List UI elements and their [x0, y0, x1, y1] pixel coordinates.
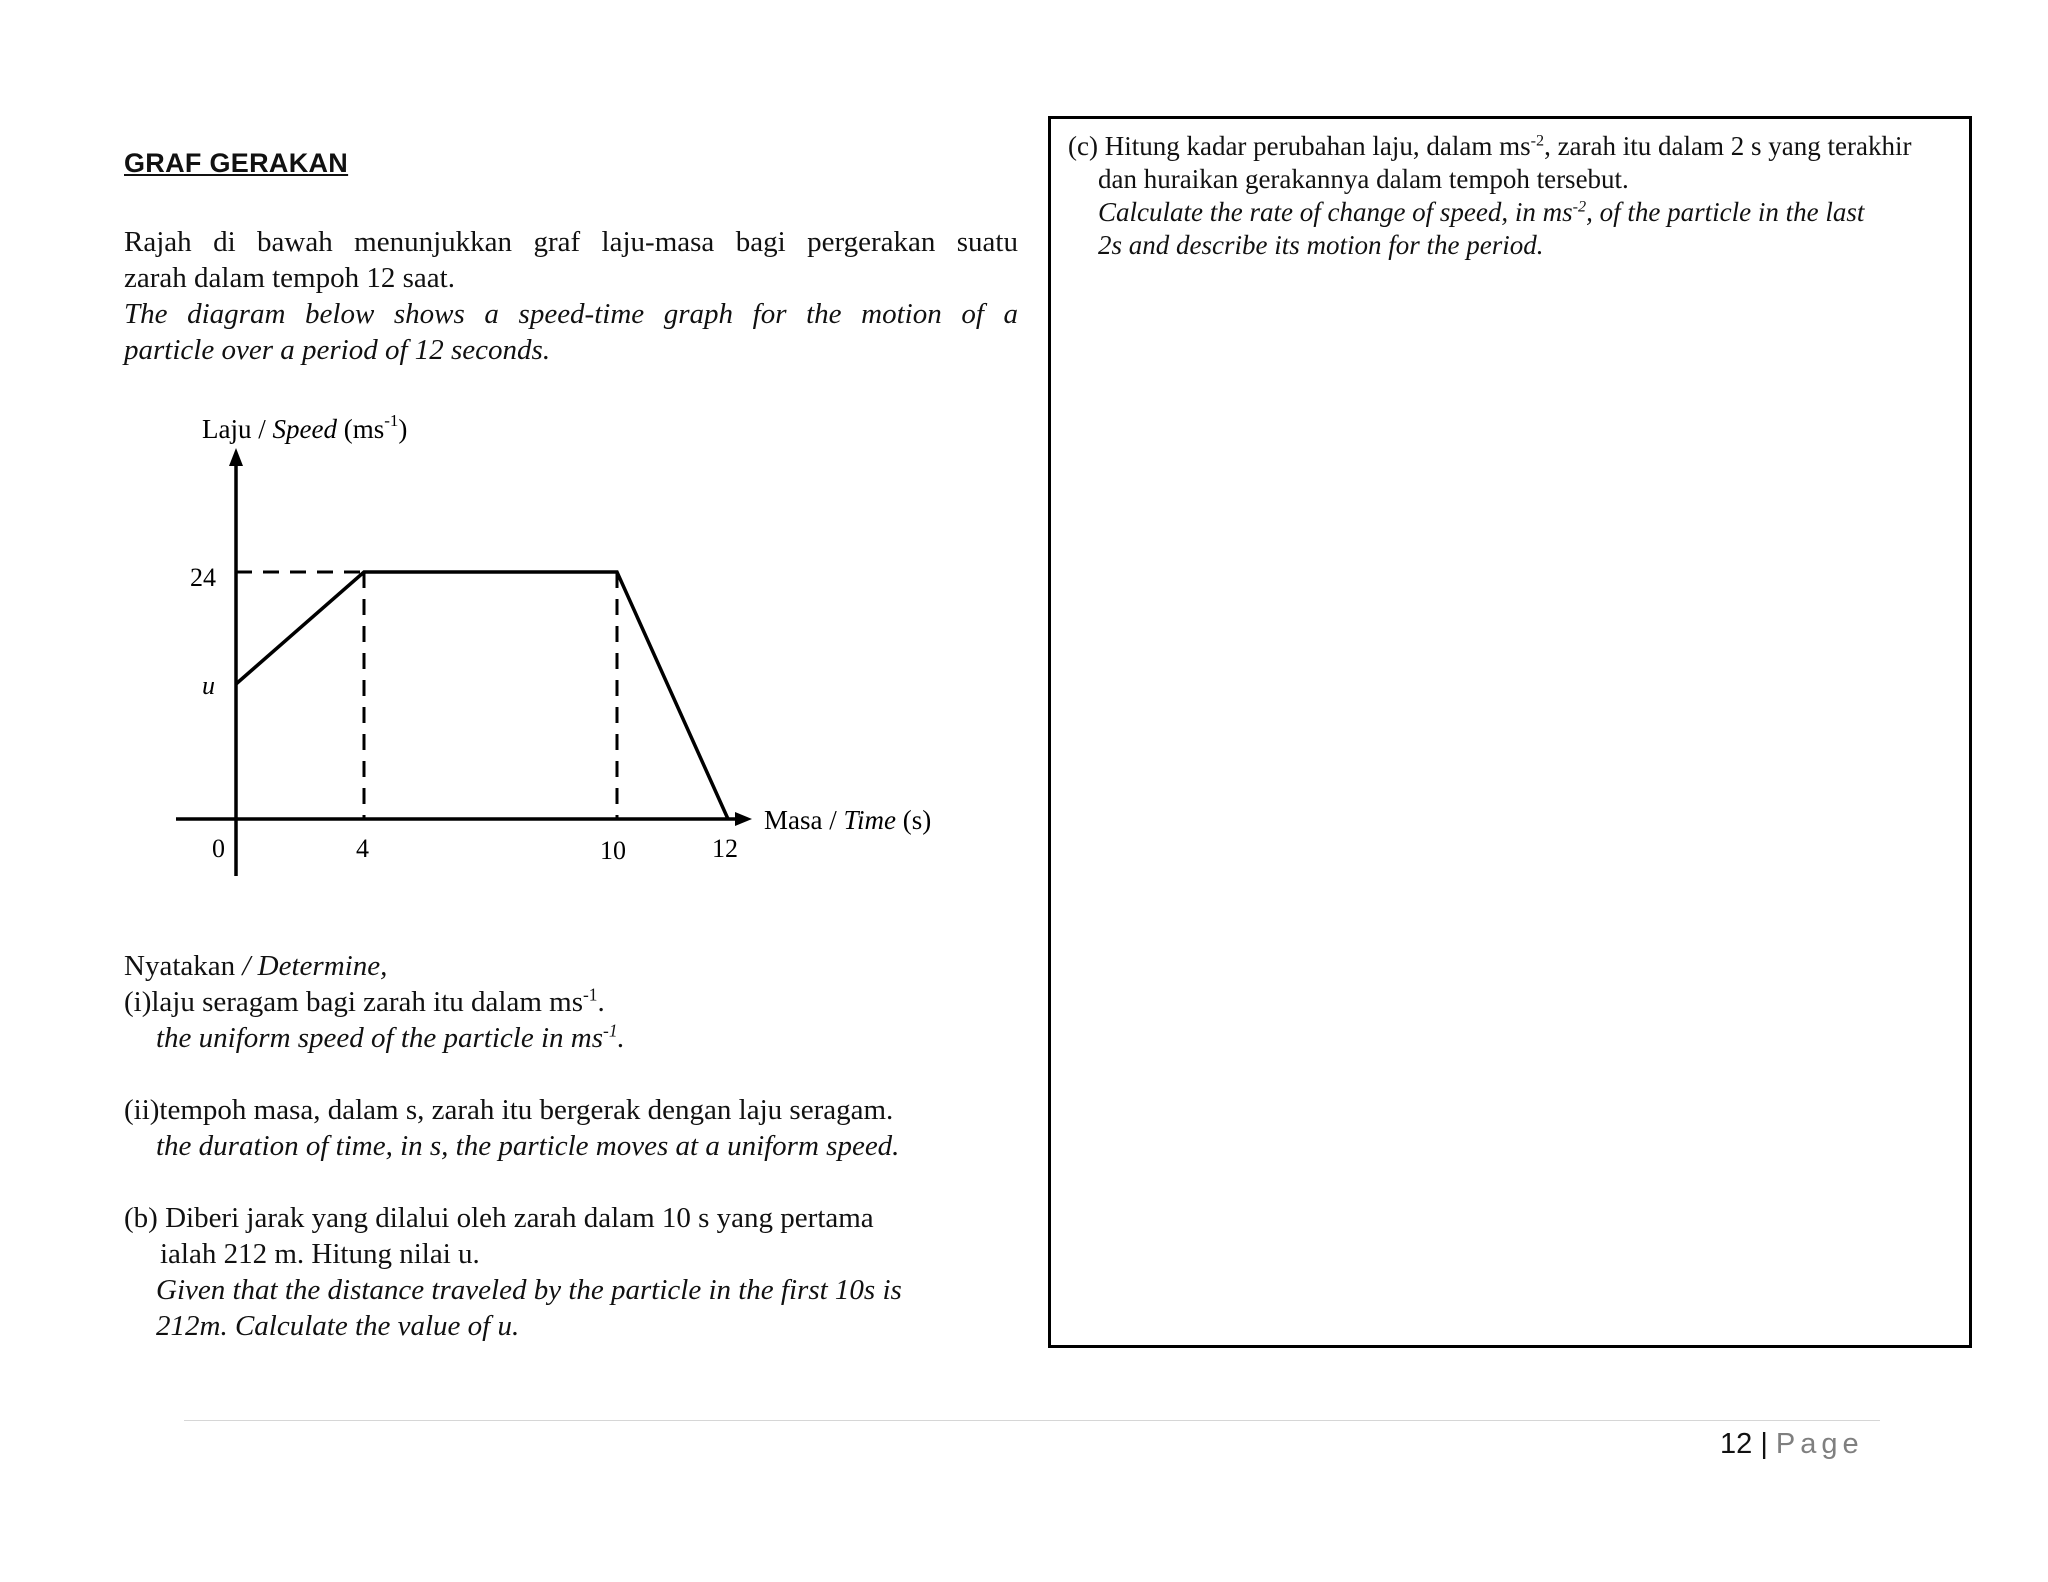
determine-line: Nyatakan / Determine,	[124, 950, 388, 982]
page-heading: GRAF GERAKAN	[124, 148, 349, 178]
x-tick-10: 10	[600, 836, 626, 865]
y-axis-arrow	[229, 448, 243, 466]
question-b-malay-line2: ialah 212 m. Hitung nilai u.	[160, 1238, 480, 1270]
page-number: 12	[1720, 1428, 1753, 1460]
question-c-malay-line1: (c) Hitung kadar perubahan laju, dalam $ms^{-2}$, zarah itu dalam 2 s yang terakhir	[1068, 131, 1912, 161]
question-b-english-line2: 212m. Calculate the value of u.	[156, 1310, 520, 1342]
question-b-english-line1: Given that the distance traveled by the particle in the first 10s is	[156, 1274, 902, 1306]
footer-divider	[184, 1420, 1880, 1421]
origin-label: 0	[212, 834, 225, 863]
speed-line	[236, 572, 728, 819]
question-2-malay: (ii)tempoh masa, dalam s, zarah itu bergerak dengan laju seragam.	[124, 1094, 894, 1126]
x-axis-arrow	[735, 812, 752, 826]
answer-box	[1048, 116, 1972, 1348]
intro-malay-line1: Rajah di bawah menunjukkan graf laju-masa bagi pergerakan suatu	[124, 226, 1018, 258]
speed-time-graph	[0, 0, 1040, 900]
intro-english-line2: particle over a period of 12 seconds.	[124, 334, 551, 366]
y-tick-u: u	[202, 671, 215, 700]
footer-separator: |	[1752, 1428, 1776, 1460]
question-c-malay-line2: dan huraikan gerakannya dalam tempoh tersebut.	[1098, 164, 1629, 194]
intro-malay-line2: zarah dalam tempoh 12 saat.	[124, 262, 455, 294]
y-tick-24: 24	[190, 563, 216, 592]
x-tick-4: 4	[356, 834, 369, 863]
page-word: Page	[1775, 1428, 1864, 1460]
question-1-malay: (i)laju seragam bagi zarah itu dalam $ms^{-1}$.	[124, 984, 605, 1018]
question-2-english: the duration of time, in s, the particle moves at a uniform speed.	[156, 1130, 900, 1162]
question-c-english-line1: Calculate the rate of change of speed, in $ms^{-2}$, of the particle in the last	[1098, 197, 1865, 227]
y-axis-label: Laju / Speed $(ms^{-1})$	[202, 411, 408, 444]
question-c-english-line2: 2s and describe its motion for the period.	[1098, 230, 1544, 260]
page-footer	[1720, 1428, 1864, 1461]
question-1-english: the uniform speed of the particle in $ms^{-1}$.	[156, 1020, 625, 1054]
question-b-malay-line1: (b) Diberi jarak yang dilalui oleh zarah dalam 10 s yang pertama	[124, 1202, 874, 1234]
x-axis-label: Masa / Time (s)	[764, 805, 932, 835]
intro-english-line1: The diagram below shows a speed-time graph for the motion of a	[124, 298, 1018, 330]
x-tick-12: 12	[712, 834, 738, 863]
